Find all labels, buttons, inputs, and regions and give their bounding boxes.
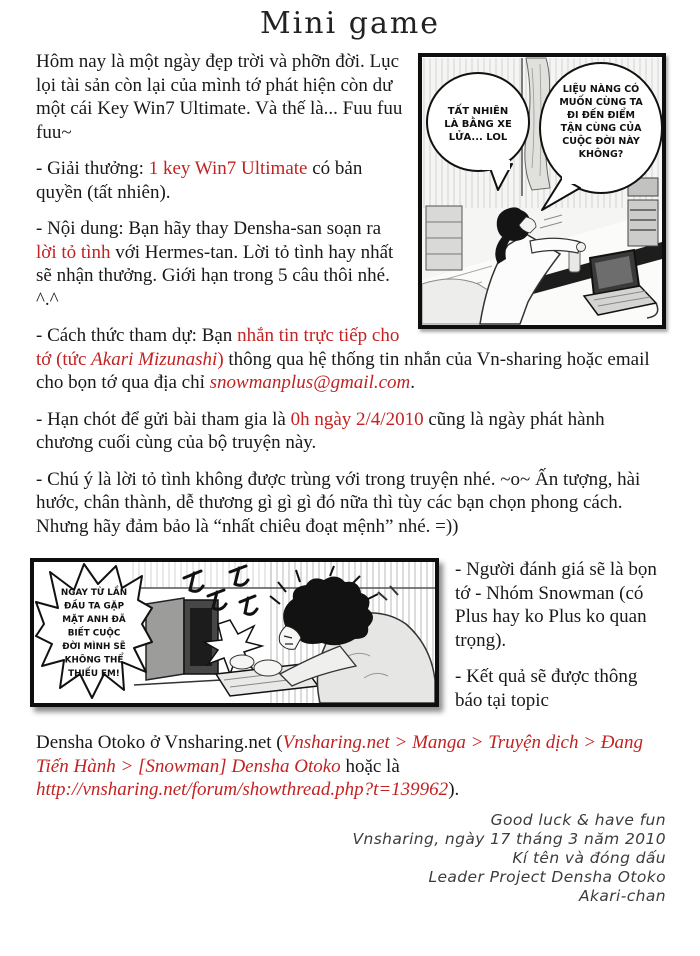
page-title: Mini game: [259, 6, 441, 41]
signature-line: Leader Project Densha Otoko: [428, 867, 666, 886]
prize-post: có bản quyền (tất nhiên).: [36, 158, 363, 203]
manga-panel-top-right-art: [422, 57, 662, 325]
signature-line: Vnsharing, ngày 17 tháng 3 năm 2010: [352, 829, 666, 848]
deadline-post: cũng là ngày phát hành chương cuối cùng của bộ truyện này.: [36, 408, 605, 453]
prize-pre: - Giải thưởng:: [36, 158, 149, 179]
note-paragraph: [36, 468, 666, 539]
deadline-highlight: 0h ngày 2/4/2010: [290, 408, 424, 430]
how-to-post: .: [410, 372, 415, 393]
topic-pre: Densha Otoko ở Vnsharing.net (: [36, 732, 283, 753]
signature-line: Akari-chan: [578, 886, 666, 905]
bottom-right-column: [455, 558, 660, 725]
bubble-right-line: LIỆU NÀNG CÓ: [562, 84, 640, 95]
judges-text: - Người đánh giá sẽ là bọn tớ - Nhóm Snowman (có Plus hay ko Plus ko quan trọng).: [455, 559, 657, 651]
forum-breadcrumb[interactable]: Vnsharing.net > Manga > Truyện dịch > Đang Tiến Hành > [Snowman] Densha Otoko: [36, 732, 644, 777]
bubble-left-line: LÀ BẰNG XE: [444, 119, 512, 130]
person-arm: [530, 238, 580, 253]
how-to-pre: - Cách thức tham dự: Bạn: [36, 325, 238, 346]
spiky-bubble-line: NGAY TỪ LẦN: [60, 588, 128, 598]
spiky-bubble-line: MẶT ANH ĐÃ: [62, 615, 126, 625]
topic-mid: hoặc là: [340, 755, 400, 777]
result-paragraph: [455, 665, 660, 712]
content-post: với Hermes-tan. Lời tỏ tình hay nhất sẽ nhận thưởng. Giới hạn trong 5 câu thôi nhé. ^.^: [36, 241, 394, 310]
contact-email-link[interactable]: snowmanplus@gmail.com: [209, 372, 411, 393]
minigame-page: [0, 6, 700, 956]
bubble-right-line: TẬN CÙNG CỦA: [560, 123, 642, 134]
content-highlight: lời tỏ tình: [36, 241, 111, 263]
bubble-left-line: TẤT NHIÊN: [447, 106, 509, 117]
how-to-highlight: nhắn tin trực tiếp cho tớ (tức: [36, 325, 400, 370]
bubble-left-line: LỬA... LOL: [448, 132, 508, 143]
how-to-contact-name: Akari Mizunashi: [91, 348, 218, 370]
prize-highlight: 1 key Win7 Ultimate: [148, 158, 308, 179]
bubble-right-line: CUỘC ĐỜI NÀY: [562, 136, 640, 147]
result-text: - Kết quả sẽ được thông báo tại topic: [455, 666, 638, 711]
stereo: [628, 200, 658, 246]
spiky-bubble-line: BIẾT CUỘC: [67, 628, 121, 639]
how-to-mid: thông qua hệ thống tin nhắn của Vn-sharing hoặc email cho bọn tớ qua địa chỉ: [36, 348, 650, 393]
how-to-paragraph: [36, 324, 666, 395]
hand-left: [230, 655, 254, 669]
monitor-screen: [190, 608, 212, 666]
note-text: - Chú ý là lời tỏ tình không được trùng với trong truyện nhé. ~o~ Ấn tượng, hài hước, chân thành, dễ thương gì gì gì đó nữa thì tùy các bạn chọn phong cách. Nhưng hãy đảm bảo là “nhất chiêu đoạt mệnh” nhé. =)): [36, 468, 641, 537]
signature-block: [0, 811, 700, 906]
forum-url-link[interactable]: http://vnsharing.net/forum/showthread.php?t=139962: [36, 779, 449, 800]
deadline-pre: - Hạn chót để gửi bài tham gia là: [36, 408, 291, 430]
how-to-highlight-close: ): [217, 348, 224, 370]
signature-line: Good luck & have fun: [490, 810, 666, 829]
bubble-right-line: KHÔNG?: [578, 149, 624, 160]
topic-paragraph: [0, 731, 700, 802]
main-text-block: [0, 50, 700, 538]
spiky-bubble-line: THIẾU EM!: [68, 669, 120, 679]
deadline-paragraph: [36, 408, 666, 455]
spiky-bubble-line: ĐẦU TA GẶP: [63, 601, 125, 612]
content-pre: - Nội dung: Bạn hãy thay Densha-san soạn ra: [36, 218, 382, 239]
hand-right: [254, 660, 282, 676]
bubble-right-line: MUỐN CÙNG TA: [559, 97, 643, 108]
manga-panel-bottom-left: [30, 558, 439, 707]
judges-paragraph: [455, 558, 660, 652]
bubble-right-line: ĐI ĐẾN ĐIỂM: [567, 110, 635, 121]
manga-panel-bottom-left-art: [34, 562, 435, 703]
manga-panel-top-right: [418, 53, 666, 329]
signature-line: Kí tên và đóng dấu: [512, 848, 666, 867]
spiky-bubble-line: KHÔNG THỂ: [64, 655, 124, 666]
spiky-bubble-line: ĐỜI MÌNH SẼ: [62, 642, 126, 652]
intro-text: Hôm nay là một ngày đẹp trời và phỡn đời. Lục lọi tài sản còn lại của mình tớ phát hiện còn dư một cái Key Win7 Ultimate. Và thế là... Fuu fuu fuu~: [36, 51, 403, 143]
bottom-section: [0, 558, 700, 725]
person-hand: [577, 243, 586, 252]
topic-post: ).: [448, 779, 460, 800]
